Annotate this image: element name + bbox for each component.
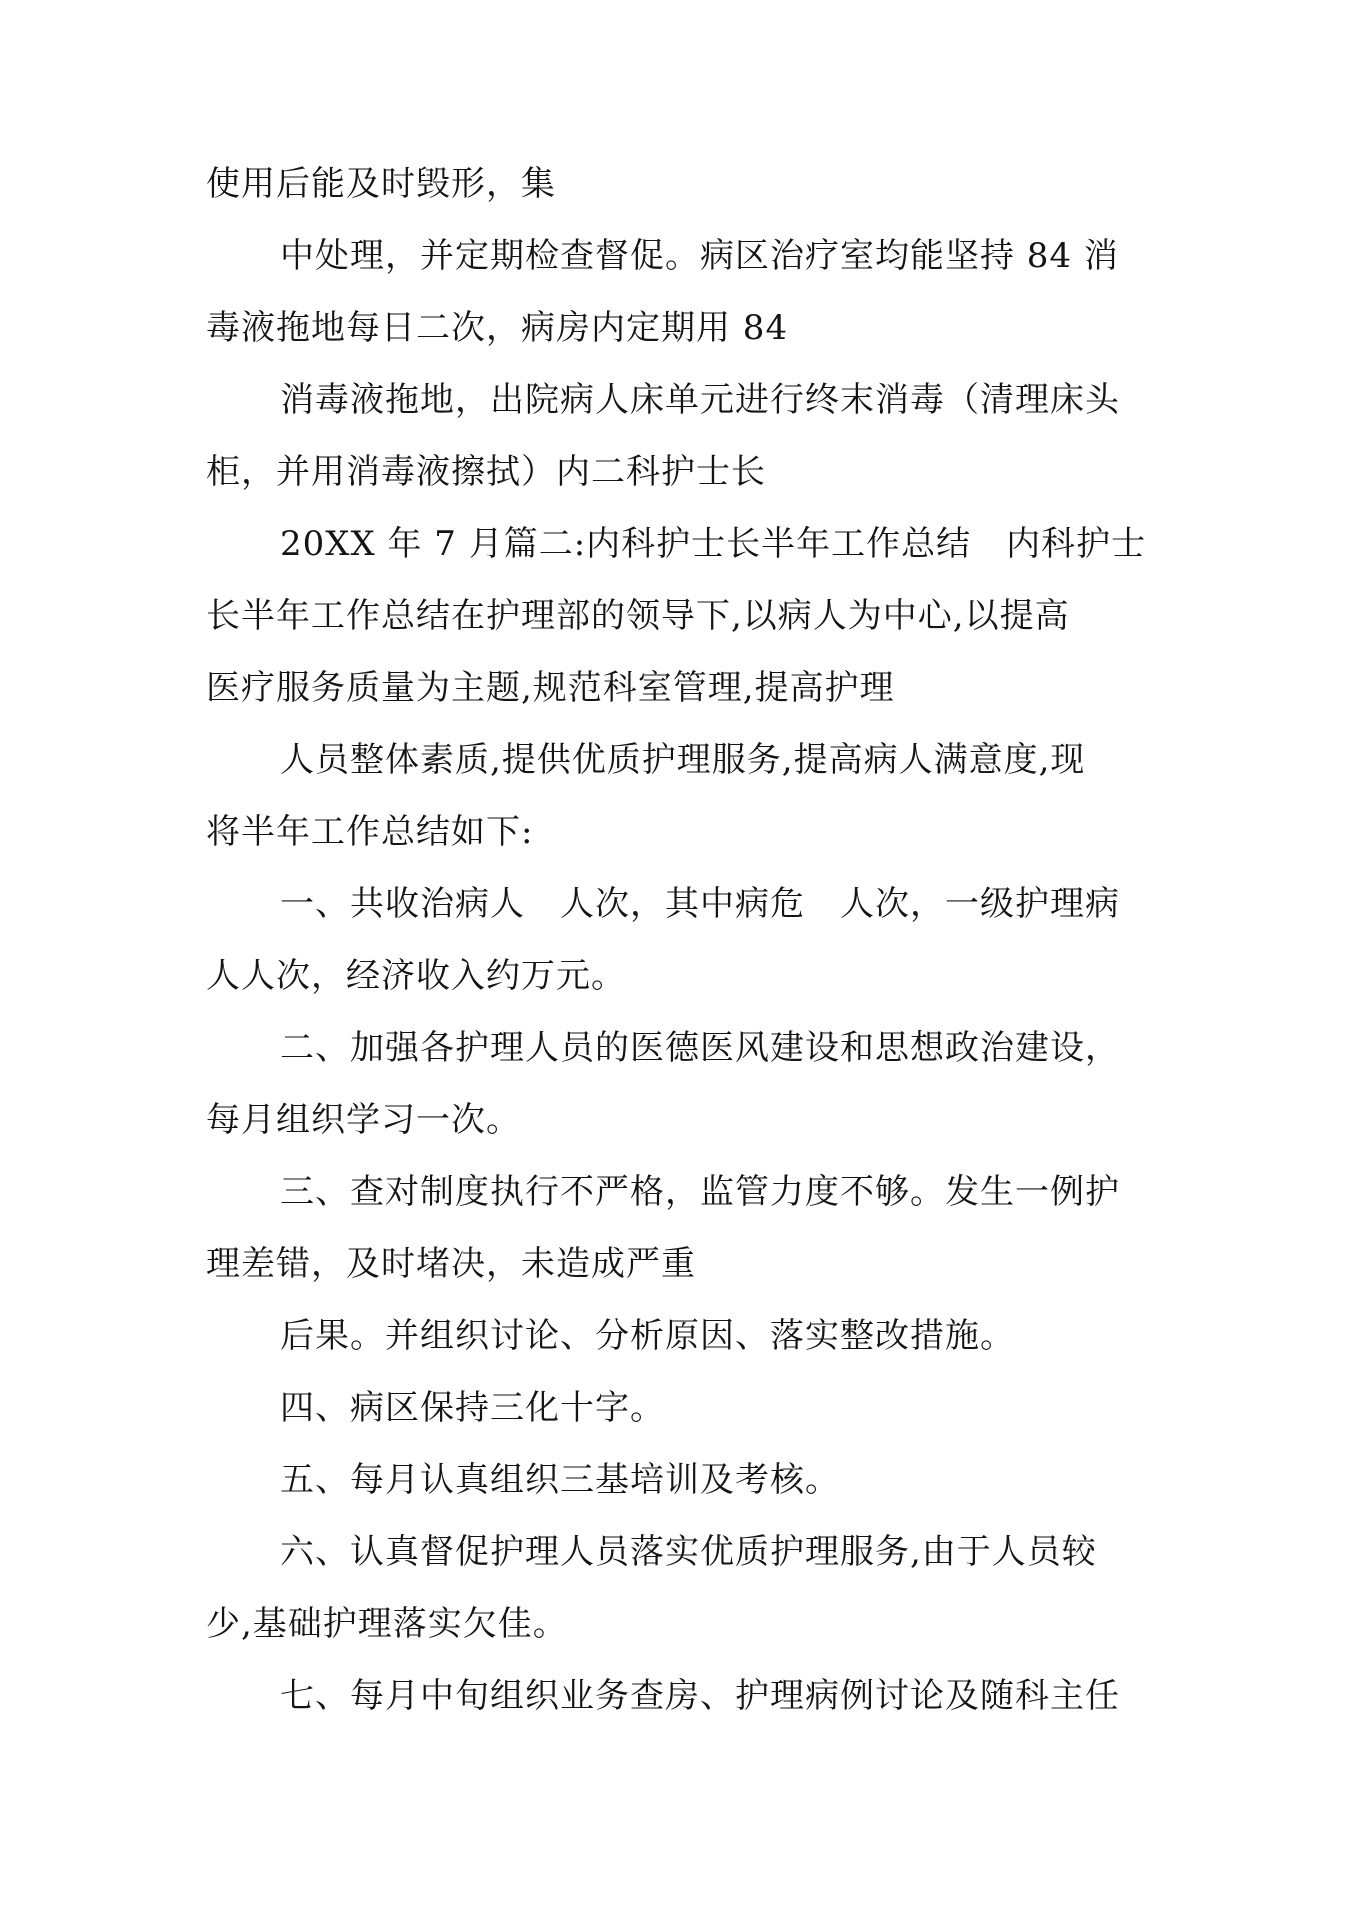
text-line: 长半年工作总结在护理部的领导下,以病人为中心,以提高	[206, 596, 1070, 636]
text-line: 五、每月认真组织三基培训及考核。	[280, 1460, 840, 1500]
text-line: 毒液拖地每日二次，病房内定期用 84	[206, 308, 789, 348]
text-line: 20XX 年 7 月篇二:内科护士长半年工作总结 内科护士	[280, 524, 1147, 564]
text-line: 使用后能及时毁形，集	[206, 164, 556, 204]
text-line: 四、病区保持三化十字。	[280, 1388, 665, 1428]
text-line: 人员整体素质,提供优质护理服务,提高病人满意度,现	[280, 740, 1086, 780]
text-line: 六、认真督促护理人员落实优质护理服务,由于人员较	[280, 1532, 1097, 1572]
text-line: 中处理，并定期检查督促。病区治疗室均能坚持 84 消	[280, 236, 1119, 276]
text-line: 消毒液拖地，出院病人床单元进行终末消毒（清理床头	[280, 380, 1120, 420]
text-line: 二、加强各护理人员的医德医风建设和思想政治建设，	[280, 1028, 1120, 1068]
text-line: 一、共收治病人 人次，其中病危 人次，一级护理病	[280, 884, 1120, 924]
text-line: 每月组织学习一次。	[206, 1100, 521, 1140]
text-line: 三、查对制度执行不严格，监管力度不够。发生一例护	[280, 1172, 1120, 1212]
text-line: 医疗服务质量为主题,规范科室管理,提高护理	[206, 668, 895, 708]
text-line: 后果。并组织讨论、分析原因、落实整改措施。	[280, 1316, 1015, 1356]
text-line: 七、每月中旬组织业务查房、护理病例讨论及随科主任	[280, 1676, 1120, 1716]
text-line: 理差错，及时堵决，未造成严重	[206, 1244, 696, 1284]
text-line: 人人次，经济收入约万元。	[206, 956, 626, 996]
text-line: 将半年工作总结如下:	[206, 812, 534, 852]
text-line: 少,基础护理落实欠佳。	[206, 1604, 568, 1644]
document-body	[206, 148, 1170, 1732]
text-line: 柜，并用消毒液擦拭）内二科护士长	[206, 452, 766, 492]
